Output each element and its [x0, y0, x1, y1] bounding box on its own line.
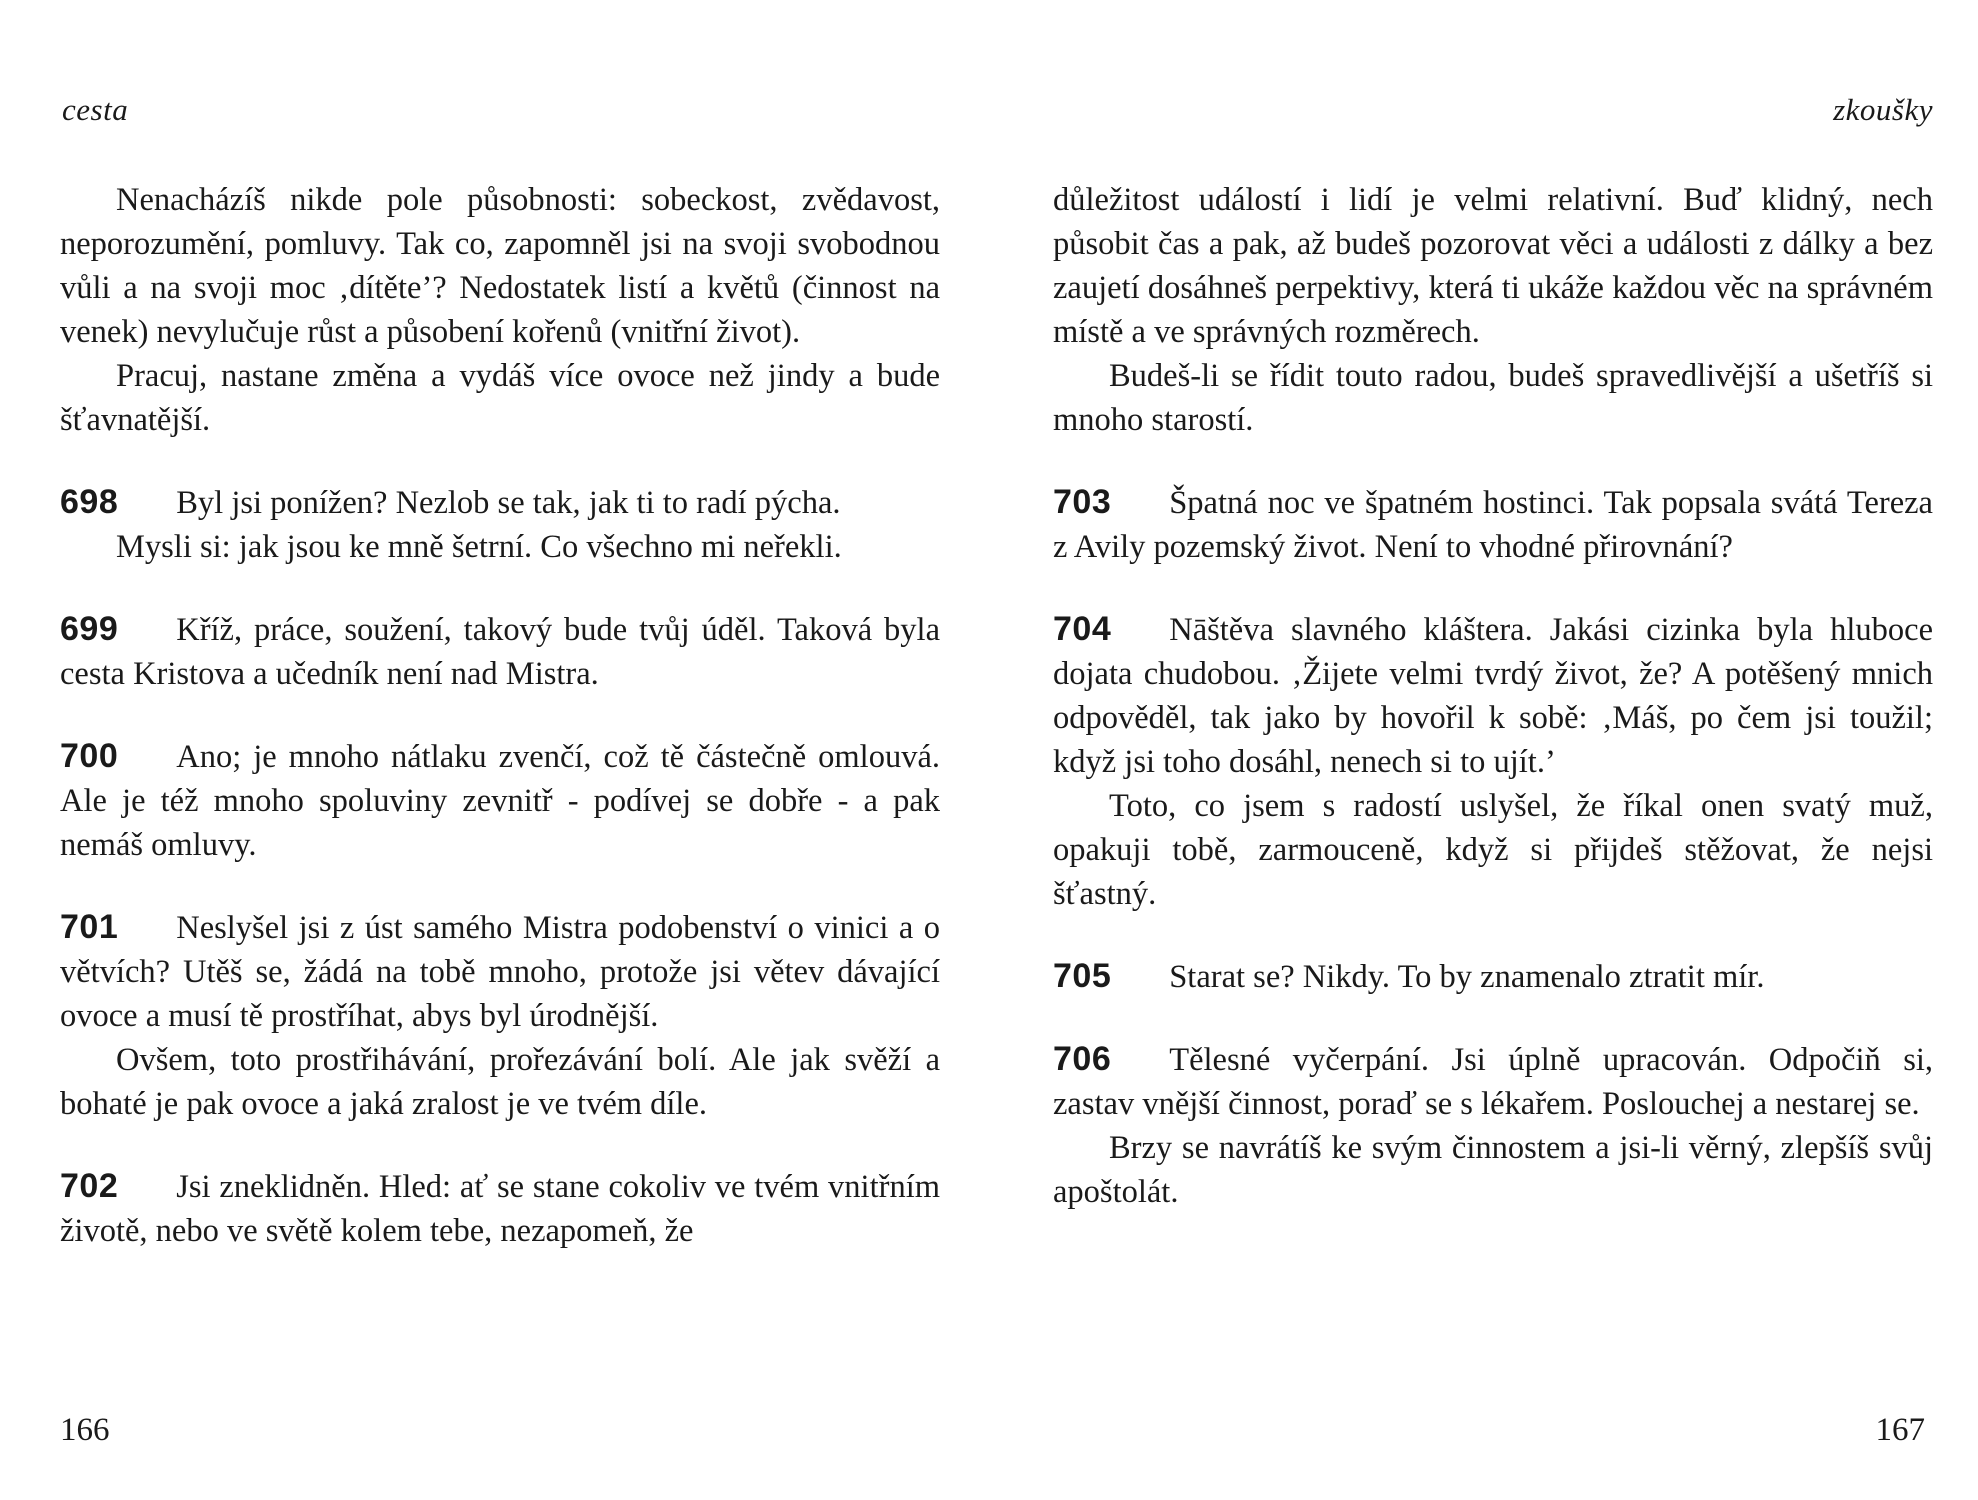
left-page — [60, 0, 940, 1500]
left-body-text — [60, 178, 940, 1253]
entry-number: 699 — [60, 610, 119, 648]
entry-number: 706 — [1053, 1040, 1112, 1078]
entry-703 — [1053, 480, 1933, 569]
right-page-number: 167 — [1875, 1412, 1925, 1448]
entry-number: 704 — [1053, 610, 1112, 648]
entry-698 — [60, 480, 940, 569]
entry-705 — [1053, 954, 1933, 999]
entry-paragraph: 702 Jsi zneklidněn. Hled: ať se stane cokoliv ve tvém vnitřním životě, nebo ve světě kolem tebe, nezapomeň, že — [60, 1164, 940, 1253]
entry-paragraph: Toto, co jsem s radostí uslyšel, že říkal onen svatý muž, opakuji tobě, zarmouceně, když si přijdeš stěžovat, že nejsi šťastný. — [1053, 788, 1933, 912]
entry-699 — [60, 607, 940, 696]
entry-706 — [1053, 1037, 1933, 1214]
entry-number: 705 — [1053, 957, 1112, 995]
left-page-number: 166 — [60, 1412, 110, 1448]
entry-paragraph: 700 Ano; je mnoho nátlaku zvenčí, což tě částečně omlouvá. Ale je též mnoho spoluviny zevnitř - podívej se dobře - a pak nemáš omluvy. — [60, 734, 940, 867]
entry-number: 700 — [60, 737, 119, 775]
entry-704 — [1053, 607, 1933, 916]
entry-paragraph: 703 Špatná noc ve špatném hostinci. Tak popsala svátá Tereza z Avily pozemský život. Není to vhodné přirovnání? — [1053, 480, 1933, 569]
entry-paragraph: Brzy se navrátíš ke svým činnostem a jsi-li věrný, zlepšíš svůj apoštolát. — [1053, 1130, 1933, 1210]
entry-paragraph: 704 Nāštěva slavného kláštera. Jakási cizinka byla hluboce dojata chudobou. ‚Žijete velmi tvrdý život, že? A potěšený mnich odpověděl, tak jako by hovořil k sobě: ‚Máš, po čem jsi toužil; když jsi toho dosáhl, nenech si to ujít.’ — [1053, 607, 1933, 784]
left-running-head: cesta — [62, 92, 129, 127]
entry-paragraph: Ovšem, toto prostřihávání, prořezávání bolí. Ale jak svěží a bohaté je pak ovoce a jaká zralost je ve tvém díle. — [60, 1042, 940, 1122]
left-lead-paragraph-1: Nenacházíš nikde pole působnosti: sobeckost, zvědavost, neporozumění, pomluvy. Tak co, zapomněl jsi na svoji svobodnou vůli a na svoji moc ‚dítěte’? Nedostatek listí a květů (činnost na venek) nevylučuje růst a působení kořenů (vnitřní život). — [60, 182, 940, 350]
entry-number: 702 — [60, 1167, 119, 1205]
right-lead-paragraph-2: Budeš-li se řídit touto radou, budeš spravedlivější a ušetříš si mnoho starostí. — [1053, 358, 1933, 438]
right-page — [1053, 0, 1933, 1500]
entry-number: 698 — [60, 483, 119, 521]
right-lead-paragraph-1: důležitost událostí i lidí je velmi relativní. Buď klidný, nech působit čas a pak, až budeš pozorovat věci a události z dálky a bez zaujetí dosáhneš perpektivy, která ti ukáže každou věc na správném místě a ve správných rozměrech. — [1053, 182, 1933, 350]
right-body-text — [1053, 178, 1933, 1214]
right-running-head: zkoušky — [1833, 92, 1933, 127]
entry-paragraph: Mysli si: jak jsou ke mně šetrní. Co všechno mi neřekli. — [116, 529, 842, 565]
entry-number: 703 — [1053, 483, 1112, 521]
left-lead-paragraph-2: Pracuj, nastane změna a vydáš více ovoce než jindy a bude šťavnatější. — [60, 358, 940, 438]
entry-paragraph: 701 Neslyšel jsi z úst samého Mistra podobenství o vinici a o větvích? Utěš se, žádá na tobě mnoho, protože jsi větev dávající ovoce a musí tě prostříhat, abys byl úrodnější. — [60, 905, 940, 1038]
entry-paragraph: 705 Starat se? Nikdy. To by znamenalo ztratit mír. — [1053, 954, 1933, 999]
entry-paragraph: 699 Kříž, práce, soužení, takový bude tvůj úděl. Taková byla cesta Kristova a učedník není nad Mistra. — [60, 607, 940, 696]
entry-paragraph: 698 Byl jsi ponížen? Nezlob se tak, jak ti to radí pýcha. — [60, 480, 940, 525]
entry-paragraph: 706 Tělesné vyčerpání. Jsi úplně upracován. Odpočiň si, zastav vnější činnost, poraď se s lékařem. Poslouchej a nestarej se. — [1053, 1037, 1933, 1126]
entry-number: 701 — [60, 908, 119, 946]
entry-701 — [60, 905, 940, 1126]
entry-700 — [60, 734, 940, 867]
entry-702 — [60, 1164, 940, 1253]
